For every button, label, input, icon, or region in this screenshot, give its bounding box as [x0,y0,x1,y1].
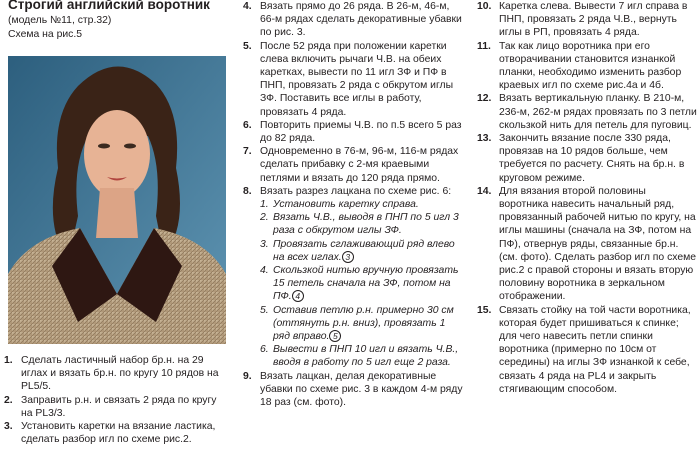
circled-number-5: 5 [329,330,341,342]
step-4: 4. Вязать прямо до 26 ряда. В 26-м, 46-м, 66-м рядах сделать декоративные убавки по рис. 3. [243,1,462,39]
step-15: 15. Связать стойку на той части воротника, которая будет пришиваться к спинке; для чего навесить петли спинки воротника (примерно по 10см от середины) на иглы ЗФ изнанкой к себе, связать 4 ряда на PL4 и закрыть стягивающим способом. [477,304,691,395]
step-10: 10. Каретка слева. Вывести 7 игл справа в ПНП, провязать 2 ряда Ч.В., вернуть иглы в РП, провязать 4 ряда. [477,1,688,39]
circled-number-4: 4 [292,290,304,302]
steps-column-left [4,354,226,446]
step-5: 5. После 52 ряда при положении каретки слева включить рычаги Ч.В. на обеих каретках, вывести по 11 игл ЗФ и ПФ в ПНП, провязать 2 ряда с обкрутом иглы ЗФ. Поставить все иглы в работу, провязать 4 ряда. [243,40,454,118]
step-1: 1. Сделать ластичный набор бр.н. на 29 иглах и вязать бр.н. по кругу 10 рядов на PL5/5. [4,355,219,393]
step-13: 13. Закончить вязание после 330 ряда, провязав на 10 рядов больше, чем требуется по расчету. Снять на бр.н. в круговом режиме. [477,133,685,184]
steps-column-right [477,0,697,396]
step-8-substep-5: 5. Оставив петлю р.н. примерно 30 см (оттянуть р.н. вниз), провязать 1 ряд вправо. 5 [260,304,454,343]
model-reference: (модель №11, стр.32) [8,15,112,26]
step-9: 9. Вязать лацкан, делая декоративные убавки по схеме рис. 3 в каждом 4-м ряду 18 раз (см. фото). [243,370,463,409]
step-8-substep-6: 6. Вывести в ПНП 10 игл и вязать Ч.В., вводя в работу по 5 игл еще 2 раза. [260,344,459,369]
step-6: 6. Повторить приемы Ч.В. по п.5 всего 5 раз до 82 ряда. [243,119,462,145]
scheme-reference: Схема на рис.5 [8,29,83,40]
step-8-substep-1: 1. Установить каретку справа. [260,199,419,211]
step-8: 8. Вязать разрез лацкана по схеме рис. 6: 1. Установить каретку справа. 2. Вязать Ч.В., выводя в ПНП по 5 игл 3 раза с обкрутом иглы ЗФ. 3. Провязать сглаживающий ряд влево на всех иглах. 3 4. Скользкой нитью вручную провязать 15 петель сначала на ЗФ, потом на ПФ. 4 5. Оставив петлю р.н. примерно 30 см (оттянуть р.н. вниз), провязать 1 ряд вправо. 5 6. Вывести в ПНП 10 игл и вязать Ч.В., вводя в работу по 5 игл еще 2 раза. [243,185,465,370]
step-3: 3. Установить каретки на вязание ластика, сделать разбор игл по схеме рис.2. [4,421,216,446]
step-8-substep-2: 2. Вязать Ч.В., выводя в ПНП по 5 игл 3 раза с обкрутом иглы ЗФ. [260,212,459,237]
step-2: 2. Заправить р.н. и связать 2 ряда по кругу на PL3/3. [4,394,217,419]
step-7: 7. Одновременно в 76-м, 96-м, 116-м рядах сделать прибавку с 2-мя краевыми петлями и вязать до 120 ряда прямо. [243,146,459,184]
circled-number-3: 3 [342,251,354,263]
step-12: 12. Вязать вертикальную планку. В 210-м, 236-м, 262-м рядах провязать по 3 петли скользкой нить для петель для пуговиц. [477,93,697,131]
step-8-substep-3: 3. Провязать сглаживающий ряд влево на всех иглах. 3 [260,238,455,263]
steps-column-middle [243,0,465,409]
step-14: 14. Для вязания второй половины воротника навесить начальный ряд, провязанный рабочей нитью по кругу, на иглы машины (сначала на ЗФ, потом на ПФ), отвернув ряды, связанные бр.н. (см. фото). Сделать разбор игл по схеме рис.2 с правой стороны и вязать вторую половину воротника в зеркальном отображении. [477,185,697,303]
step-8-substep-4: 4. Скользкой нитью вручную провязать 15 петель сначала на ЗФ, потом на ПФ. 4 [260,265,459,303]
article-title: Строгий английский воротник [8,0,210,12]
step-11: 11. Так как лицо воротника при его отворачивании становится изнанкой планки, необходимо изменить разбор краевых игл по схеме рис.4а и 4б. [477,40,682,92]
model-photo [8,56,226,344]
